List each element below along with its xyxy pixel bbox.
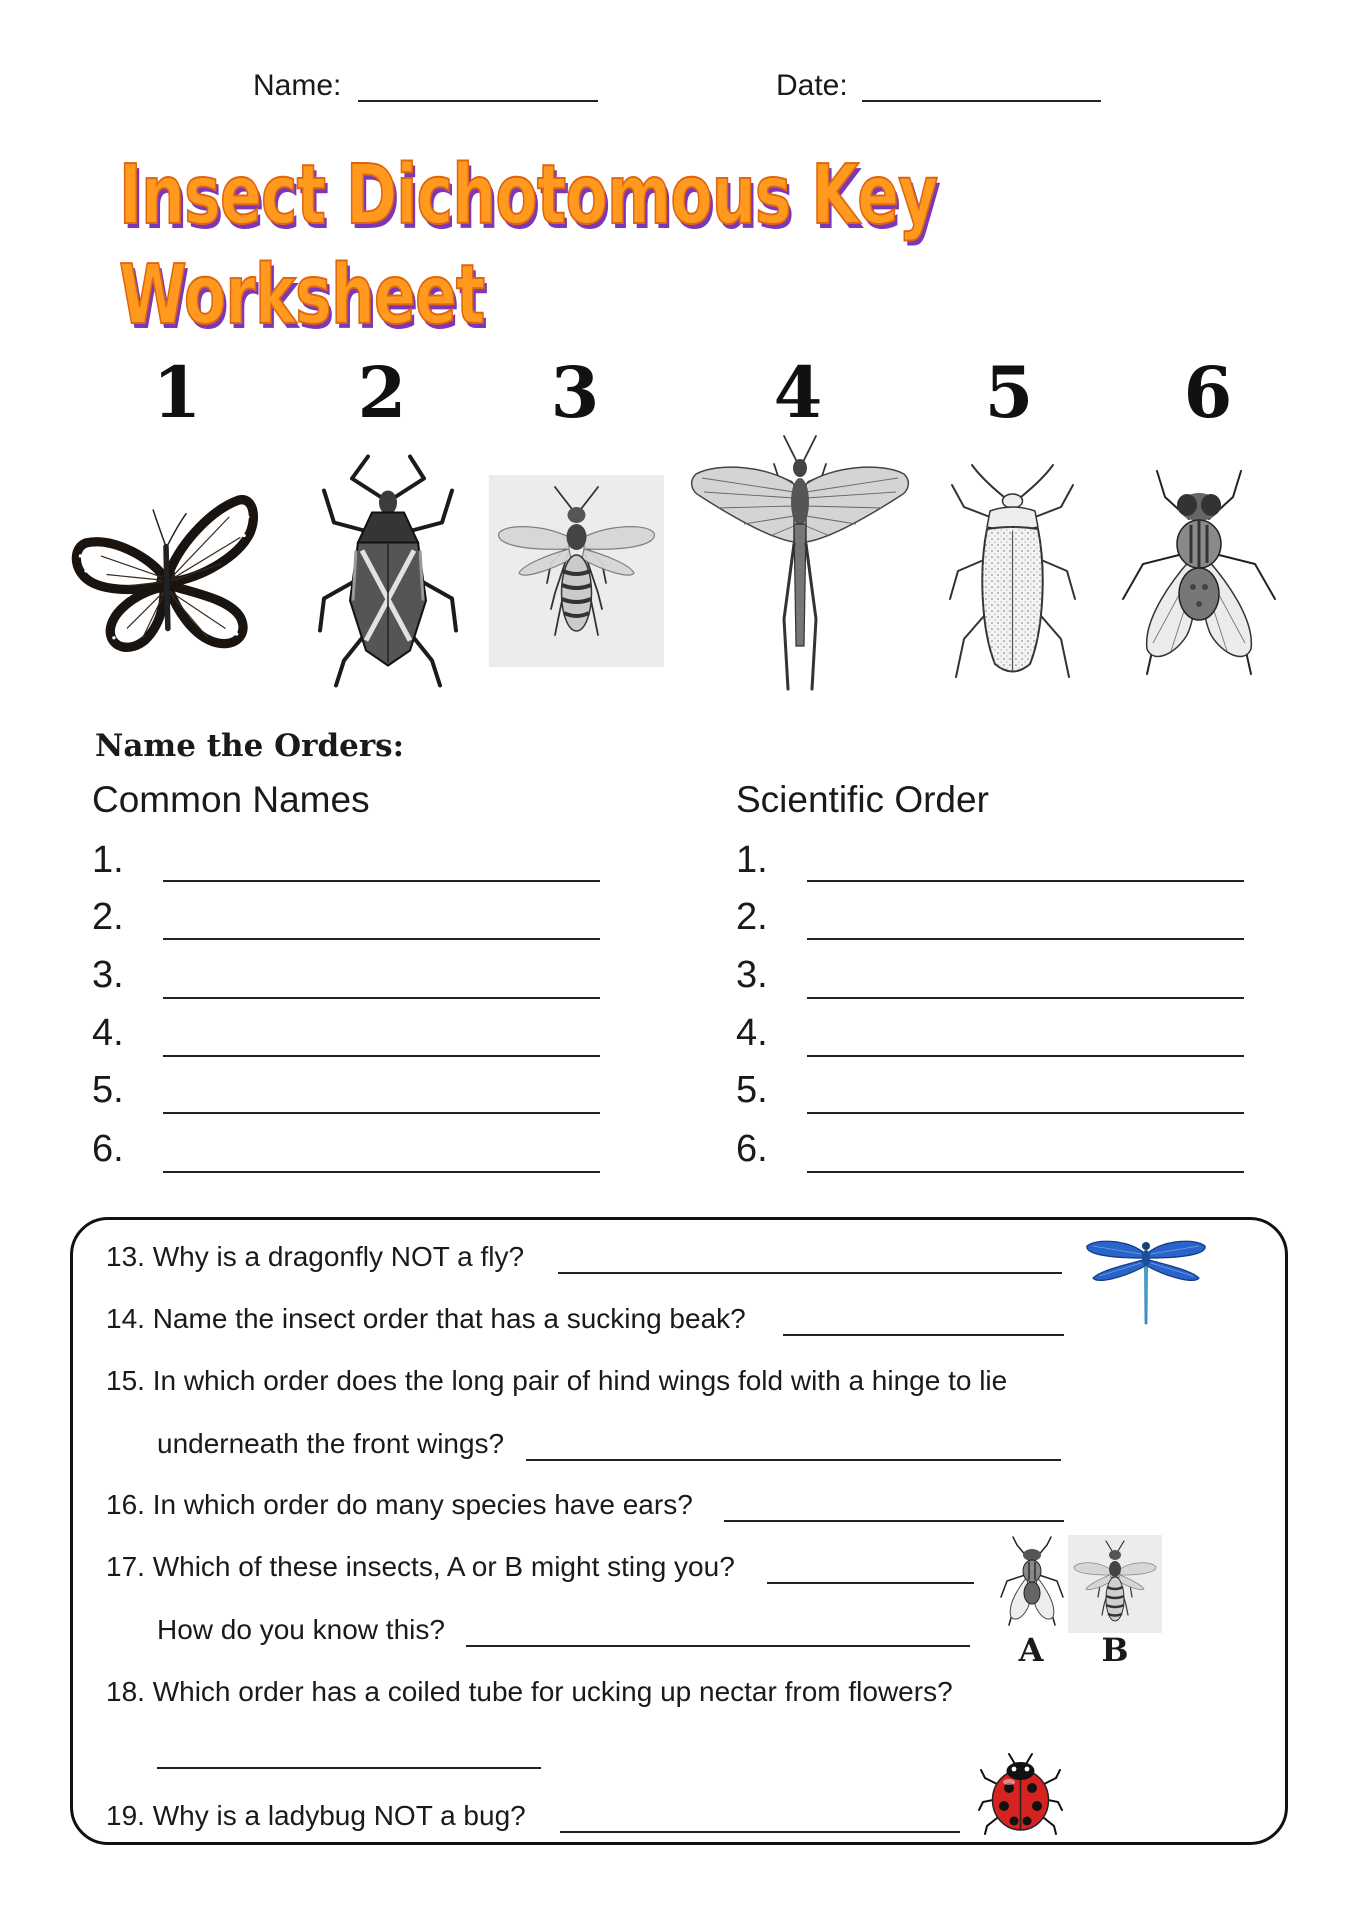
specimen-number-5: 5 xyxy=(984,351,1034,434)
choice-label-b: B xyxy=(1101,1631,1129,1669)
specimen-number-6: 6 xyxy=(1183,351,1233,434)
common-name-blank xyxy=(163,938,600,940)
common-name-blank xyxy=(163,1055,600,1057)
common-row-number: 3. xyxy=(92,954,124,996)
worksheet-title-line1: Insect Dichotomous Key xyxy=(119,148,938,243)
common-name-blank xyxy=(163,880,600,882)
true-bug-icon xyxy=(306,450,471,691)
ladybug-icon xyxy=(979,1750,1062,1835)
common-row-number: 5. xyxy=(92,1069,124,1111)
specimen-number-4: 4 xyxy=(773,351,823,434)
question-15: 15. In which order does the long pair of hind wings fold with a hinge to lie xyxy=(106,1365,1008,1396)
answer-blank-17 xyxy=(767,1582,974,1584)
answer-blank-18 xyxy=(157,1767,541,1769)
question-16: 16. In which order do many species have ears? xyxy=(106,1489,693,1520)
common-name-blank xyxy=(163,1171,600,1173)
dragonfly-icon xyxy=(1083,1230,1209,1328)
scientific-order-blank xyxy=(807,938,1244,940)
scientific-row-number: 1. xyxy=(736,839,768,881)
fly-a-icon xyxy=(997,1535,1067,1627)
answer-blank-16 xyxy=(724,1520,1064,1522)
answer-blank-14 xyxy=(783,1334,1064,1336)
common-name-blank xyxy=(163,997,600,999)
beetle-icon xyxy=(942,459,1083,685)
scientific-order-blank xyxy=(807,997,1244,999)
scientific-order-header: Scientific Order xyxy=(736,779,989,820)
common-row-number: 4. xyxy=(92,1012,124,1054)
question-17: 17. Which of these insects, A or B might sting you? xyxy=(106,1551,735,1582)
question-14: 14. Name the insect order that has a sucking beak? xyxy=(106,1303,746,1334)
worksheet-title-line2: Worksheet xyxy=(119,248,485,343)
specimen-number-1: 1 xyxy=(152,351,202,434)
name-blank xyxy=(358,100,598,102)
fly-icon xyxy=(1113,459,1285,679)
butterfly-icon xyxy=(73,489,259,661)
common-name-blank xyxy=(163,1112,600,1114)
name-label: Name: xyxy=(253,69,342,102)
scientific-row-number: 6. xyxy=(736,1128,768,1170)
specimen-number-3: 3 xyxy=(550,351,600,434)
answer-blank-19 xyxy=(560,1831,960,1833)
scientific-row-number: 2. xyxy=(736,896,768,938)
choice-label-a: A xyxy=(1018,1631,1044,1669)
question-18: 18. Which order has a coiled tube for ucking up nectar from flowers? xyxy=(106,1676,953,1707)
scientific-row-number: 4. xyxy=(736,1012,768,1054)
scientific-row-number: 5. xyxy=(736,1069,768,1111)
common-names-header: Common Names xyxy=(92,779,370,820)
answer-blank-17-followup xyxy=(466,1645,970,1647)
common-row-number: 1. xyxy=(92,839,124,881)
answer-blank-15 xyxy=(526,1459,1061,1461)
scientific-order-blank xyxy=(807,1112,1244,1114)
question-13: 13. Why is a dragonfly NOT a fly? xyxy=(106,1241,525,1272)
date-label: Date: xyxy=(776,69,848,102)
scientific-row-number: 3. xyxy=(736,954,768,996)
wasp-icon xyxy=(489,475,664,667)
scientific-order-blank xyxy=(807,1055,1244,1057)
wasp-b-icon xyxy=(1068,1535,1162,1633)
question-15-continued: underneath the front wings? xyxy=(157,1428,505,1459)
common-row-number: 6. xyxy=(92,1128,124,1170)
date-blank xyxy=(862,100,1101,102)
question-19: 19. Why is a ladybug NOT a bug? xyxy=(106,1800,526,1831)
scientific-order-blank xyxy=(807,1171,1244,1173)
specimen-number-2: 2 xyxy=(357,351,407,434)
common-row-number: 2. xyxy=(92,896,124,938)
question-17-followup: How do you know this? xyxy=(157,1614,445,1645)
orders-heading: Name the Orders: xyxy=(95,728,405,764)
scientific-order-blank xyxy=(807,880,1244,882)
answer-blank-13 xyxy=(558,1272,1062,1274)
grasshopper-icon xyxy=(688,434,912,691)
